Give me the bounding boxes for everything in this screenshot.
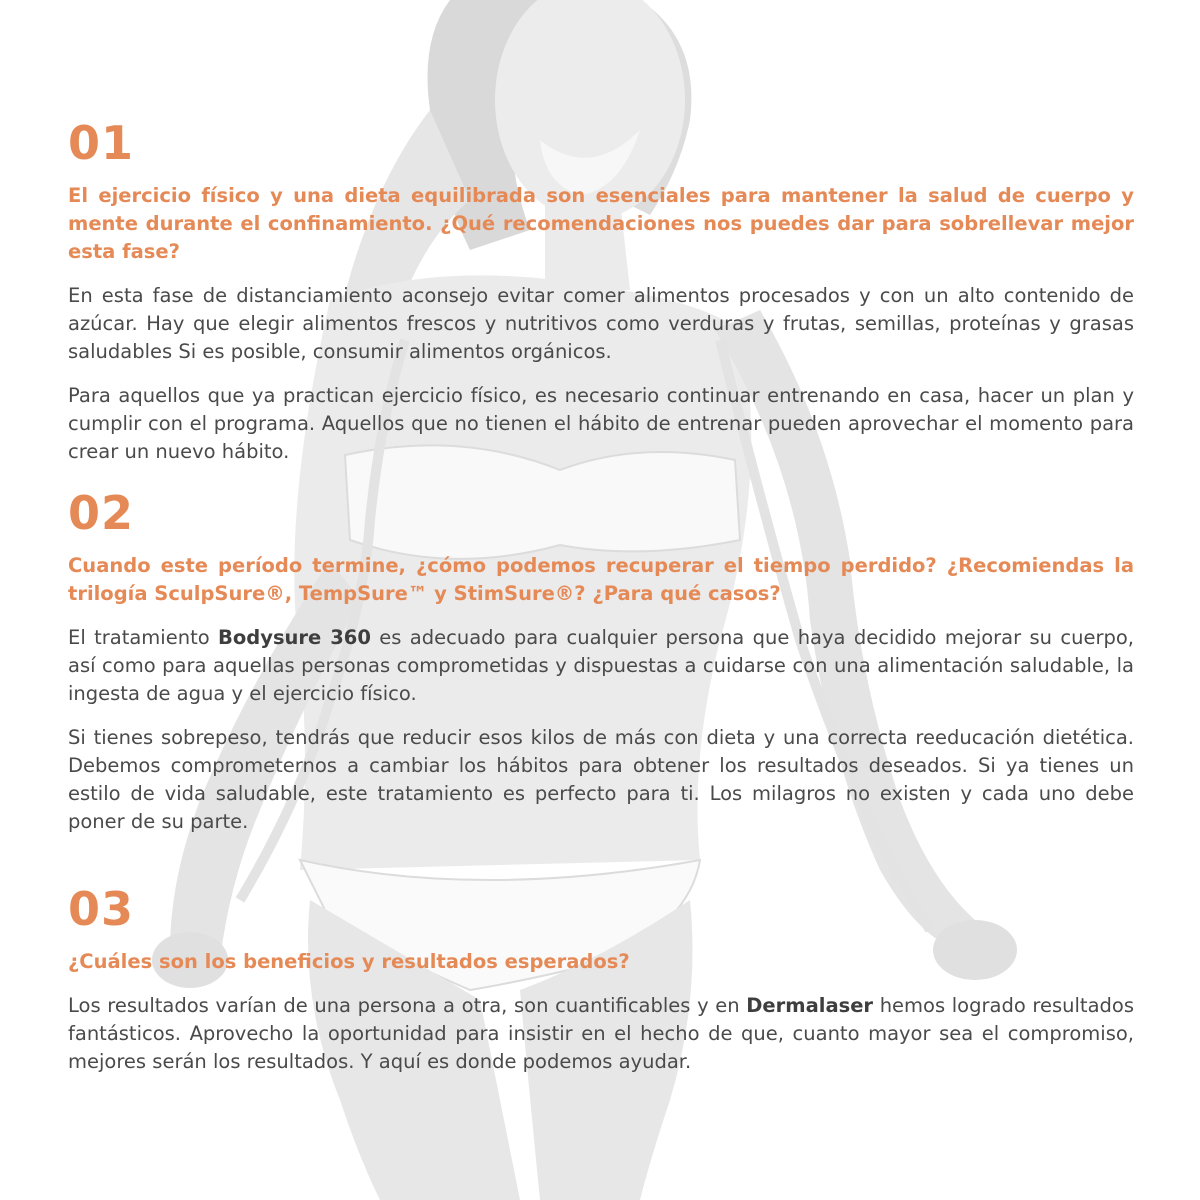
section-question: Cuando este período termine, ¿cómo podemos recuperar el tiempo perdido? ¿Recomiendas la trilogía SculpSure®, TempSure™ y StimSure®? ¿Para qué casos? (68, 554, 1134, 605)
text-span: hemos logrado resultados fantásticos. Aprovecho la oportunidad para insistir en el hecho de que, cuanto mayor sea el compromiso, mejores serán los resultados. Y aquí es donde podemos ayudar. (68, 994, 1134, 1073)
text-span: Los resultados varían de una persona a otra, son cuantificables y en (68, 994, 747, 1017)
text-span: El tratamiento (68, 626, 219, 649)
answer-paragraph (68, 624, 1134, 708)
section-01 (68, 118, 1134, 466)
section-question: El ejercicio físico y una dieta equilibrada son esenciales para mantener la salud de cuerpo y mente durante el confinamiento. ¿Qué recomendaciones nos puedes dar para sobrellevar mejor esta fase? (68, 184, 1134, 263)
answer-paragraph: Si tienes sobrepeso, tendrás que reducir esos kilos de más con dieta y una correcta reeducación dietética. Debemos comprometernos a cambiar los hábitos para obtener los resultados deseados. Si ya tienes un estilo de vida saludable, este tratamiento es perfecto para ti. Los milagros no existen y cada uno debe poner de su parte. (68, 726, 1134, 833)
section-number: 01 (68, 116, 135, 170)
answer-paragraph: En esta fase de distanciamiento aconsejo evitar comer alimentos procesados y con un alto contenido de azúcar. Hay que elegir alimentos frescos y nutritivos como verduras y frutas, semillas, proteínas y grasas saludables Si es posible, consumir alimentos orgánicos. (68, 284, 1134, 363)
answer-paragraph (68, 992, 1134, 1076)
section-number: 03 (68, 882, 135, 936)
section-number: 02 (68, 486, 135, 540)
answer-paragraph: Para aquellos que ya practican ejercicio físico, es necesario continuar entrenando en casa, hacer un plan y cumplir con el programa. Aquellos que no tienen el hábito de entrenar pueden aprovechar el momento para crear un nuevo hábito. (68, 384, 1134, 463)
section-02 (68, 488, 1134, 836)
section-question: ¿Cuáles son los beneficios y resultados esperados? (68, 950, 630, 973)
brand-dermalaser: Dermalaser (746, 994, 874, 1017)
brand-bodysure-360: Bodysure 360 (218, 626, 371, 649)
text-span: es adecuado para cualquier persona que haya decidido mejorar su cuerpo, así como para aquellas personas comprometidas y dispuestas a cuidarse con una alimentación saludable, la ingesta de agua y el ejercicio físico. (68, 626, 1134, 705)
section-03 (68, 884, 1134, 1076)
